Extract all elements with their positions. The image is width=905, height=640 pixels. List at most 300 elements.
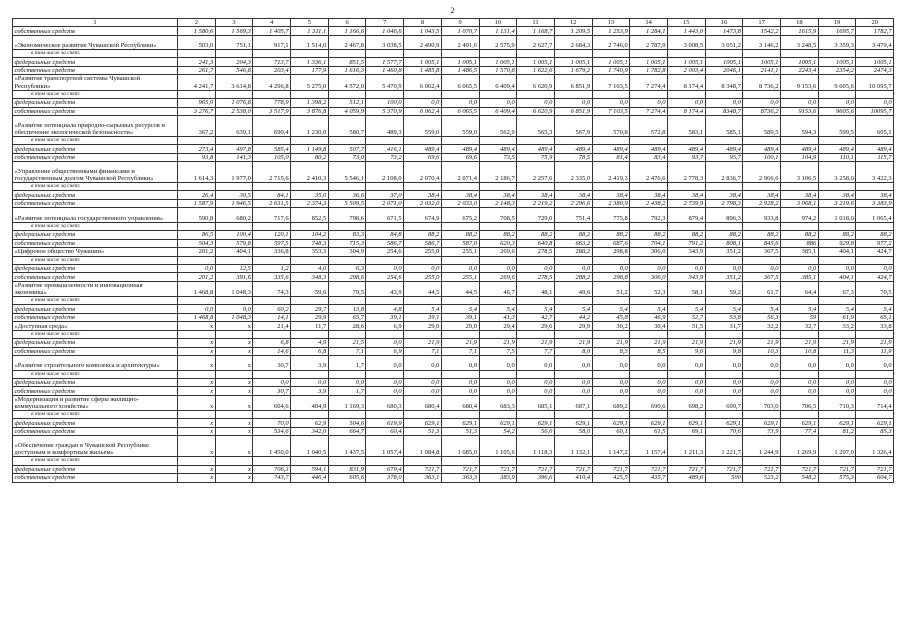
- value-cell: [328, 222, 366, 230]
- value-cell: [517, 457, 555, 465]
- value-cell: 489,4: [592, 145, 630, 154]
- value-cell: 751,4: [554, 208, 592, 223]
- value-cell: 567,9: [554, 116, 592, 137]
- value-cell: 396,6: [517, 474, 555, 483]
- value-cell: 629,1: [592, 419, 630, 428]
- value-cell: 0,0: [178, 305, 216, 314]
- value-cell: 21,9: [818, 339, 856, 348]
- value-cell: 1 209,5: [554, 27, 592, 36]
- value-cell: 11,3: [818, 347, 856, 356]
- value-cell: 689,2: [592, 395, 630, 410]
- value-cell: 404,9: [291, 395, 329, 410]
- value-cell: [781, 222, 819, 230]
- value-cell: [366, 297, 404, 305]
- value-cell: 78,5: [554, 153, 592, 162]
- value-cell: 14,6: [253, 347, 291, 356]
- value-cell: 61,9: [818, 313, 856, 322]
- value-cell: [781, 297, 819, 305]
- funding-row: [13, 66, 894, 75]
- value-cell: 1 946,5: [215, 199, 253, 208]
- value-cell: 10095,7: [856, 107, 894, 116]
- value-cell: x: [178, 474, 216, 483]
- value-cell: 504,6: [328, 419, 366, 428]
- value-cell: 879,4: [667, 208, 705, 223]
- value-cell: 2354,2: [818, 66, 856, 75]
- value-cell: 391,6: [215, 273, 253, 282]
- value-cell: 886: [781, 239, 819, 248]
- program-row: [13, 281, 894, 296]
- value-cell: [328, 297, 366, 305]
- value-cell: [705, 297, 743, 305]
- value-cell: 0,0: [856, 378, 894, 387]
- value-cell: 512,1: [328, 99, 366, 108]
- value-cell: 7 274,4: [630, 75, 668, 90]
- value-cell: 32,7: [781, 322, 819, 331]
- value-cell: 5,4: [554, 305, 592, 314]
- value-cell: 51,2: [592, 281, 630, 296]
- value-cell: 2 071,0: [366, 199, 404, 208]
- value-cell: 67,3: [818, 281, 856, 296]
- value-cell: 21,9: [517, 339, 555, 348]
- value-cell: 0,0: [667, 387, 705, 396]
- value-cell: 1 084,8: [404, 436, 442, 457]
- value-cell: 52,7: [667, 313, 705, 322]
- value-cell: 83,3: [328, 231, 366, 240]
- value-cell: 5,4: [592, 305, 630, 314]
- value-cell: 721,7: [441, 465, 479, 474]
- value-cell: x: [178, 347, 216, 356]
- value-cell: 664,7: [328, 427, 366, 436]
- value-cell: 1 147,2: [592, 436, 630, 457]
- value-cell: 7,1: [328, 347, 366, 356]
- value-cell: 965,0: [178, 99, 216, 108]
- value-cell: 81,2: [818, 427, 856, 436]
- value-cell: 298,6: [328, 273, 366, 282]
- value-cell: 1 326,4: [856, 436, 894, 457]
- program-row: [13, 208, 894, 223]
- value-cell: 8,0: [554, 347, 592, 356]
- value-cell: [667, 222, 705, 230]
- value-cell: x: [215, 465, 253, 474]
- value-cell: [517, 222, 555, 230]
- value-cell: 254,6: [366, 248, 404, 257]
- row-label: федеральных средств: [13, 465, 178, 474]
- value-cell: 88,2: [517, 231, 555, 240]
- subheading-row: [13, 222, 894, 230]
- value-cell: 5 470,9: [366, 75, 404, 90]
- value-cell: 65,7: [328, 313, 366, 322]
- value-cell: 1 057,4: [366, 436, 404, 457]
- funding-row: [13, 58, 894, 67]
- value-cell: 383,9: [479, 474, 517, 483]
- value-cell: 3 517,9: [253, 107, 291, 116]
- value-cell: 0,0: [554, 378, 592, 387]
- value-cell: 29,7: [291, 305, 329, 314]
- value-cell: 1 211,3: [667, 436, 705, 457]
- value-cell: 675,2: [441, 208, 479, 223]
- value-cell: 110,1: [818, 153, 856, 162]
- value-cell: [667, 411, 705, 419]
- value-cell: [404, 457, 442, 465]
- value-cell: 831,9: [328, 465, 366, 474]
- value-cell: 363,1: [404, 474, 442, 483]
- value-cell: 721,7: [404, 465, 442, 474]
- value-cell: 38,4: [479, 191, 517, 200]
- value-cell: 3 051,2: [705, 35, 743, 50]
- value-cell: 572,8: [630, 116, 668, 137]
- value-cell: 489,6: [667, 474, 705, 483]
- value-cell: 38,4: [856, 191, 894, 200]
- value-cell: 0,0: [781, 264, 819, 273]
- value-cell: 3 276,7: [178, 107, 216, 116]
- value-cell: 0,0: [479, 264, 517, 273]
- value-cell: [479, 457, 517, 465]
- value-cell: 0,0: [705, 378, 743, 387]
- value-cell: [554, 256, 592, 264]
- value-cell: 9 153,6: [781, 75, 819, 90]
- value-cell: 721,7: [630, 465, 668, 474]
- value-cell: 348,3: [291, 273, 329, 282]
- value-cell: x: [215, 322, 253, 331]
- value-cell: 489,4: [441, 145, 479, 154]
- value-cell: 0,0: [818, 99, 856, 108]
- value-cell: 3,9: [291, 356, 329, 371]
- column-number: 9: [441, 19, 479, 27]
- value-cell: [781, 137, 819, 145]
- value-cell: 604,7: [856, 474, 894, 483]
- value-cell: 38,4: [667, 191, 705, 200]
- row-label: в том числе за счет:: [13, 411, 178, 419]
- row-label: в том числе за счет:: [13, 370, 178, 378]
- value-cell: 73,5: [479, 153, 517, 162]
- value-cell: 629,1: [781, 419, 819, 428]
- value-cell: 778,9: [253, 99, 291, 108]
- value-cell: [215, 183, 253, 191]
- funding-row: [13, 474, 894, 483]
- value-cell: 1 070,7: [441, 27, 479, 36]
- value-cell: 278,5: [517, 248, 555, 257]
- value-cell: 10 095,7: [856, 75, 894, 90]
- value-cell: 288,2: [554, 248, 592, 257]
- value-cell: 8,5: [630, 347, 668, 356]
- value-cell: [328, 50, 366, 58]
- value-cell: 21,9: [592, 339, 630, 348]
- value-cell: [253, 457, 291, 465]
- row-label: в том числе за счет:: [13, 90, 178, 98]
- value-cell: 721,7: [856, 465, 894, 474]
- value-cell: [366, 183, 404, 191]
- value-cell: [517, 90, 555, 98]
- value-cell: 8 736,2: [743, 75, 781, 90]
- column-number: 4: [253, 19, 291, 27]
- value-cell: 3 219,6: [818, 199, 856, 208]
- value-cell: 39,1: [441, 313, 479, 322]
- value-cell: 177,9: [291, 66, 329, 75]
- funding-row: [13, 153, 894, 162]
- value-cell: 273,4: [178, 145, 216, 154]
- value-cell: 32,2: [743, 322, 781, 331]
- row-label: собственных средств: [13, 313, 178, 322]
- value-cell: 0,0: [517, 264, 555, 273]
- row-label: в том числе за счет:: [13, 297, 178, 305]
- row-label: федеральных средств: [13, 264, 178, 273]
- value-cell: 255,0: [404, 248, 442, 257]
- value-cell: 6 851,9: [554, 107, 592, 116]
- value-cell: 5,4: [441, 305, 479, 314]
- value-cell: 5,4: [517, 305, 555, 314]
- value-cell: 5 546,1: [328, 162, 366, 183]
- value-cell: x: [178, 436, 216, 457]
- value-cell: [178, 183, 216, 191]
- row-label: «Развитие транспортной системы Чувашской Республики»: [13, 75, 178, 90]
- value-cell: 12,5: [215, 264, 253, 273]
- value-cell: [291, 297, 329, 305]
- value-cell: [291, 411, 329, 419]
- value-cell: 6 409,4: [479, 75, 517, 90]
- value-cell: 0,0: [441, 99, 479, 108]
- value-cell: [554, 457, 592, 465]
- value-cell: 203,4: [253, 66, 291, 75]
- value-cell: 579,8: [215, 239, 253, 248]
- value-cell: 489,4: [705, 145, 743, 154]
- value-cell: [667, 183, 705, 191]
- column-number: 7: [366, 19, 404, 27]
- value-cell: 0,0: [667, 378, 705, 387]
- value-cell: [291, 137, 329, 145]
- value-cell: [818, 330, 856, 338]
- value-cell: 580,7: [328, 116, 366, 137]
- value-cell: 1 166,6: [328, 27, 366, 36]
- column-number: 13: [592, 19, 630, 27]
- value-cell: [328, 457, 366, 465]
- value-cell: 3,9: [291, 387, 329, 396]
- value-cell: 2 798,3: [705, 199, 743, 208]
- value-cell: [253, 330, 291, 338]
- value-cell: 0,0: [781, 356, 819, 371]
- value-cell: 8 174,4: [667, 75, 705, 90]
- value-cell: 4 059,9: [328, 107, 366, 116]
- row-label: «Развитие промышленности и инновационная экономика»: [13, 281, 178, 296]
- value-cell: [818, 50, 856, 58]
- row-label: федеральных средств: [13, 419, 178, 428]
- value-cell: 7 274,4: [630, 107, 668, 116]
- value-cell: 54,2: [479, 427, 517, 436]
- value-cell: 575,3: [818, 474, 856, 483]
- funding-row: [13, 427, 894, 436]
- value-cell: 1 131,4: [479, 27, 517, 36]
- value-cell: 2 148,3: [479, 199, 517, 208]
- value-cell: [818, 370, 856, 378]
- row-label: собственных средств: [13, 474, 178, 483]
- value-cell: 6,9: [366, 347, 404, 356]
- value-cell: 713,7: [253, 58, 291, 67]
- value-cell: 435,7: [630, 474, 668, 483]
- value-cell: 629,1: [441, 419, 479, 428]
- value-cell: 61,7: [743, 281, 781, 296]
- value-cell: 6,8: [291, 347, 329, 356]
- column-number: 6: [328, 19, 366, 27]
- value-cell: 1 616,3: [328, 66, 366, 75]
- value-cell: 1 577,7: [366, 58, 404, 67]
- value-cell: 0,0: [856, 356, 894, 371]
- value-cell: [517, 183, 555, 191]
- row-label: «Управление общественными финансами и государственным долгом Чувашской Республики»: [13, 162, 178, 183]
- value-cell: [517, 50, 555, 58]
- value-cell: 690,6: [630, 395, 668, 410]
- value-cell: 2 836,7: [705, 162, 743, 183]
- column-number: 16: [705, 19, 743, 27]
- value-cell: 708,5: [479, 208, 517, 223]
- value-cell: 599,5: [818, 116, 856, 137]
- value-cell: [517, 411, 555, 419]
- value-cell: [366, 137, 404, 145]
- value-cell: 306,0: [630, 248, 668, 257]
- value-cell: 1 221,7: [705, 436, 743, 457]
- value-cell: 0,0: [441, 378, 479, 387]
- value-cell: 9,8: [705, 347, 743, 356]
- value-cell: [328, 137, 366, 145]
- value-cell: 1005,1: [743, 58, 781, 67]
- value-cell: [781, 50, 819, 58]
- value-cell: 1695,7: [818, 27, 856, 36]
- value-cell: 0,0: [404, 356, 442, 371]
- value-cell: [328, 411, 366, 419]
- value-cell: [818, 297, 856, 305]
- value-cell: 974,2: [781, 208, 819, 223]
- value-cell: [479, 90, 517, 98]
- value-cell: 896,3: [705, 208, 743, 223]
- value-cell: 5,4: [818, 305, 856, 314]
- value-cell: 1615,9: [781, 27, 819, 36]
- value-cell: 489,4: [517, 145, 555, 154]
- value-cell: [441, 297, 479, 305]
- value-cell: 0,0: [517, 378, 555, 387]
- value-cell: 3 479,4: [856, 35, 894, 50]
- program-row: [13, 436, 894, 457]
- value-cell: 39,1: [404, 313, 442, 322]
- value-cell: 586,7: [404, 239, 442, 248]
- value-cell: [630, 137, 668, 145]
- value-cell: [781, 330, 819, 338]
- value-cell: 73,2: [366, 153, 404, 162]
- value-cell: [404, 183, 442, 191]
- program-row: [13, 162, 894, 183]
- value-cell: [705, 222, 743, 230]
- value-cell: 51,3: [441, 427, 479, 436]
- row-label: в том числе за счет:: [13, 137, 178, 145]
- value-cell: 29,4: [479, 322, 517, 331]
- row-label: «Экономическое развитие Чувашской Республики»: [13, 35, 178, 50]
- value-cell: 929,8: [818, 239, 856, 248]
- value-cell: [253, 183, 291, 191]
- value-cell: 7,1: [441, 347, 479, 356]
- value-cell: 706,5: [781, 395, 819, 410]
- value-cell: 5,4: [743, 305, 781, 314]
- value-cell: x: [178, 339, 216, 348]
- value-cell: 0,0: [479, 356, 517, 371]
- value-cell: [592, 256, 630, 264]
- value-cell: [856, 183, 894, 191]
- value-cell: 2 476,6: [630, 162, 668, 183]
- value-cell: [215, 90, 253, 98]
- value-cell: 3 422,3: [856, 162, 894, 183]
- value-cell: [743, 256, 781, 264]
- value-cell: 5,4: [479, 305, 517, 314]
- value-cell: 0,0: [781, 387, 819, 396]
- value-cell: x: [215, 387, 253, 396]
- value-cell: 1 570,8: [479, 66, 517, 75]
- value-cell: [554, 330, 592, 338]
- row-label: «Цифровое общество Чувашии»: [13, 248, 178, 257]
- value-cell: 629,1: [667, 419, 705, 428]
- row-label: в том числе за счет:: [13, 330, 178, 338]
- value-cell: 0,0: [404, 264, 442, 273]
- value-cell: 3 359,3: [818, 35, 856, 50]
- value-cell: 604,6: [253, 395, 291, 410]
- value-cell: 710,3: [818, 395, 856, 410]
- funding-row: [13, 107, 894, 116]
- value-cell: 629,1: [517, 419, 555, 428]
- value-cell: 367,5: [743, 273, 781, 282]
- value-cell: 0,0: [178, 264, 216, 273]
- value-cell: 680,4: [404, 395, 442, 410]
- value-cell: 2474,3: [856, 66, 894, 75]
- value-cell: 69,6: [441, 153, 479, 162]
- value-cell: 629,1: [818, 419, 856, 428]
- column-number: 10: [479, 19, 517, 27]
- column-number: 18: [781, 19, 819, 27]
- value-cell: [781, 457, 819, 465]
- value-cell: 620,3: [479, 239, 517, 248]
- value-cell: 629,1: [705, 419, 743, 428]
- value-cell: 21,9: [441, 339, 479, 348]
- value-cell: 100,0: [366, 99, 404, 108]
- value-cell: 1 085,0: [441, 436, 479, 457]
- value-cell: 1 043,5: [404, 27, 442, 36]
- row-label: собственных средств: [13, 387, 178, 396]
- value-cell: 605,6: [328, 474, 366, 483]
- funding-row: [13, 339, 894, 348]
- value-cell: 721,7: [705, 465, 743, 474]
- value-cell: 699,7: [705, 395, 743, 410]
- value-cell: 0,0: [818, 387, 856, 396]
- value-cell: 26,4: [178, 191, 216, 200]
- value-cell: 60,4: [366, 427, 404, 436]
- column-number: 8: [404, 19, 442, 27]
- value-cell: 1 048,3: [215, 313, 253, 322]
- value-cell: 6,8: [253, 339, 291, 348]
- value-cell: 586,7: [366, 239, 404, 248]
- value-cell: 33,2: [818, 322, 856, 331]
- value-cell: 21,5: [328, 339, 366, 348]
- value-cell: 38,4: [743, 191, 781, 200]
- value-cell: 1 005,1: [554, 58, 592, 67]
- value-cell: 88,2: [743, 231, 781, 240]
- column-number: 11: [517, 19, 555, 27]
- value-cell: 503,0: [178, 35, 216, 50]
- page-number: 2: [450, 6, 455, 15]
- value-cell: [328, 256, 366, 264]
- value-cell: 79,5: [328, 281, 366, 296]
- value-cell: 85,3: [856, 427, 894, 436]
- value-cell: [178, 297, 216, 305]
- value-cell: 88,2: [441, 231, 479, 240]
- value-cell: x: [178, 465, 216, 474]
- value-cell: [178, 411, 216, 419]
- value-cell: 0,0: [743, 99, 781, 108]
- value-cell: 29,6: [517, 322, 555, 331]
- value-cell: 255,0: [404, 273, 442, 282]
